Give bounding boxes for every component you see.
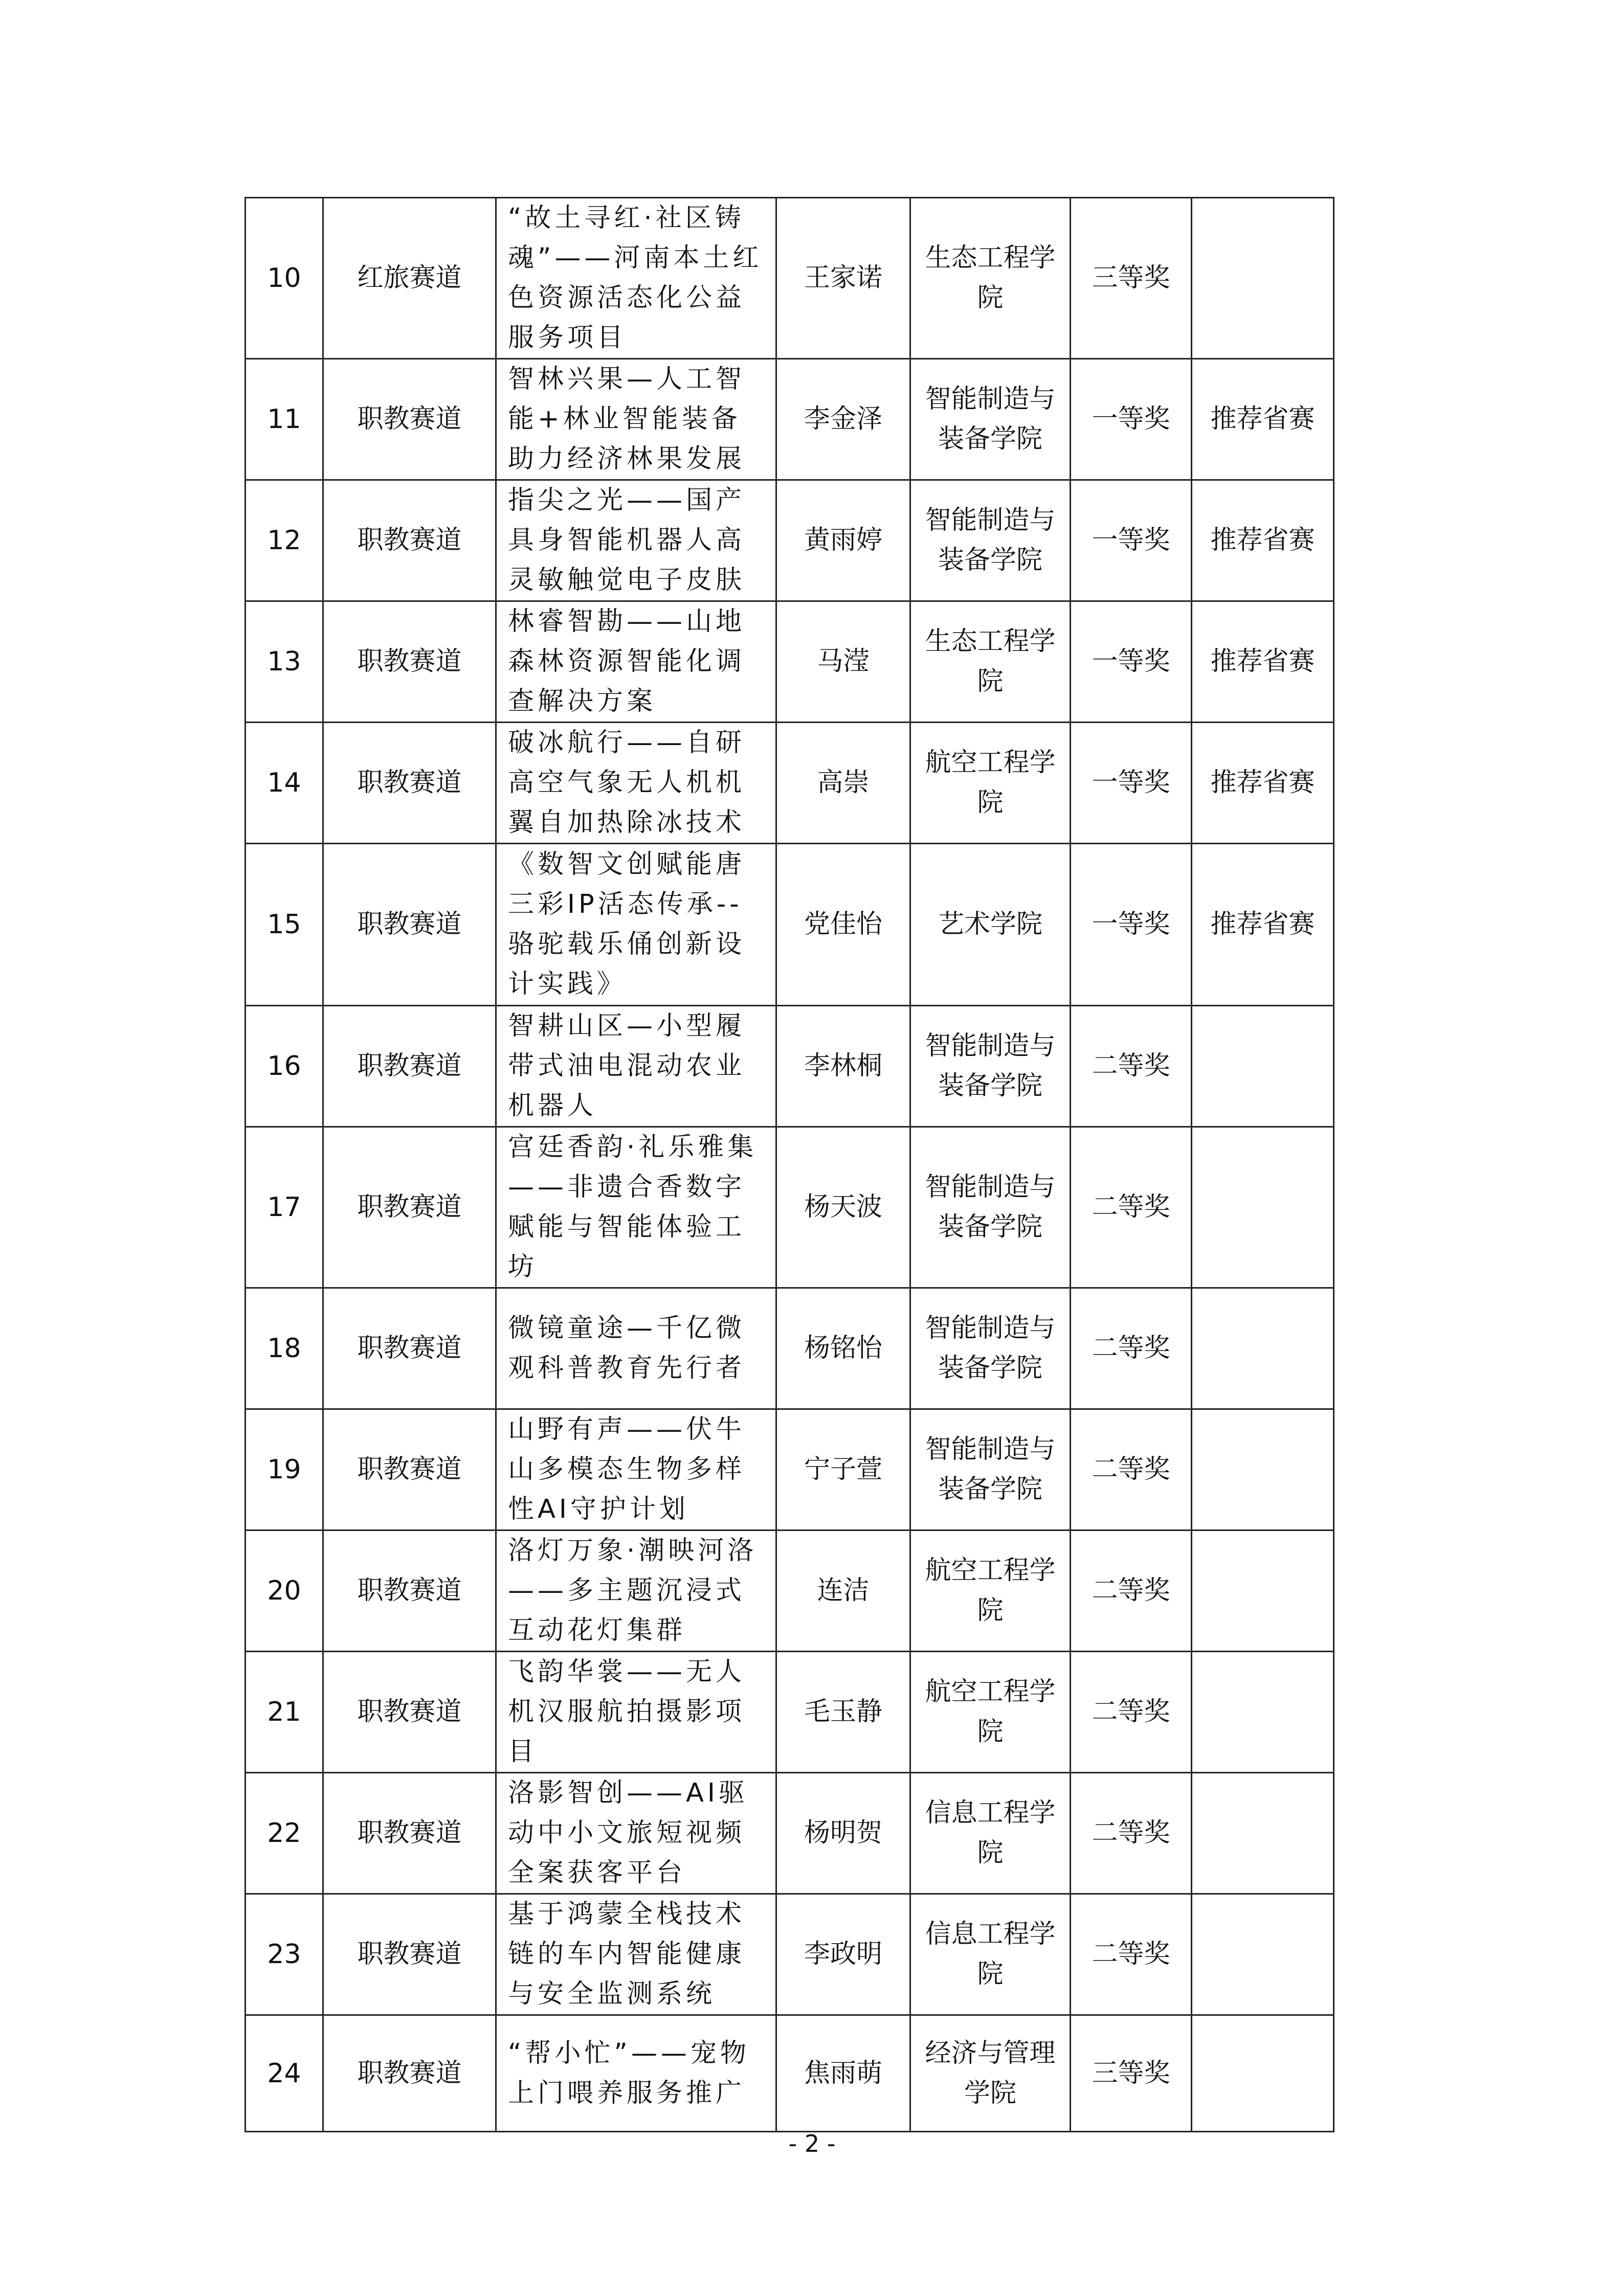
track-cell: 职教赛道 bbox=[323, 723, 496, 844]
note-cell: 推荐省赛 bbox=[1192, 601, 1334, 723]
leader-cell: 杨天波 bbox=[776, 1127, 910, 1288]
table-row bbox=[246, 601, 1334, 723]
college-cell: 智能制造与装备学院 bbox=[910, 1288, 1071, 1409]
award-cell: 三等奖 bbox=[1071, 198, 1192, 359]
award-cell: 一等奖 bbox=[1071, 723, 1192, 844]
project-name-cell: 微镜童途—千亿微观科普教育先行者 bbox=[496, 1288, 776, 1409]
table-row bbox=[246, 1409, 1334, 1530]
track-cell: 职教赛道 bbox=[323, 1652, 496, 1773]
row-number: 21 bbox=[246, 1652, 323, 1773]
award-cell: 二等奖 bbox=[1071, 1409, 1192, 1530]
row-number: 15 bbox=[246, 844, 323, 1006]
track-cell: 职教赛道 bbox=[323, 1288, 496, 1409]
award-cell: 一等奖 bbox=[1071, 601, 1192, 723]
track-cell: 职教赛道 bbox=[323, 1127, 496, 1288]
table-row bbox=[246, 723, 1334, 844]
college-cell: 智能制造与装备学院 bbox=[910, 359, 1071, 480]
table-row bbox=[246, 480, 1334, 601]
row-number: 24 bbox=[246, 2015, 323, 2132]
track-cell: 职教赛道 bbox=[323, 1006, 496, 1127]
award-cell: 二等奖 bbox=[1071, 1773, 1192, 1894]
award-cell: 二等奖 bbox=[1071, 1894, 1192, 2015]
college-cell: 经济与管理学院 bbox=[910, 2015, 1071, 2132]
award-cell: 二等奖 bbox=[1071, 1652, 1192, 1773]
note-cell bbox=[1192, 198, 1334, 359]
award-cell: 二等奖 bbox=[1071, 1006, 1192, 1127]
college-cell: 信息工程学院 bbox=[910, 1773, 1071, 1894]
track-cell: 职教赛道 bbox=[323, 1409, 496, 1530]
project-name-cell: 山野有声——伏牛山多模态生物多样性AI守护计划 bbox=[496, 1409, 776, 1530]
leader-cell: 黄雨婷 bbox=[776, 480, 910, 601]
project-name-cell: 指尖之光——国产具身智能机器人高灵敏触觉电子皮肤 bbox=[496, 480, 776, 601]
project-name-cell: 林睿智勘——山地森林资源智能化调查解决方案 bbox=[496, 601, 776, 723]
leader-cell: 马滢 bbox=[776, 601, 910, 723]
track-cell: 职教赛道 bbox=[323, 844, 496, 1006]
award-cell: 一等奖 bbox=[1071, 480, 1192, 601]
note-cell bbox=[1192, 1773, 1334, 1894]
table-row bbox=[246, 1006, 1334, 1127]
note-cell bbox=[1192, 1409, 1334, 1530]
row-number: 23 bbox=[246, 1894, 323, 2015]
row-number: 19 bbox=[246, 1409, 323, 1530]
leader-cell: 宁子萱 bbox=[776, 1409, 910, 1530]
leader-cell: 焦雨萌 bbox=[776, 2015, 910, 2132]
award-cell: 二等奖 bbox=[1071, 1530, 1192, 1652]
leader-cell: 王家诺 bbox=[776, 198, 910, 359]
row-number: 17 bbox=[246, 1127, 323, 1288]
award-cell: 二等奖 bbox=[1071, 1288, 1192, 1409]
track-cell: 职教赛道 bbox=[323, 359, 496, 480]
note-cell bbox=[1192, 1006, 1334, 1127]
project-name-cell: 洛灯万象·潮映河洛——多主题沉浸式互动花灯集群 bbox=[496, 1530, 776, 1652]
project-name-cell: “帮小忙”——宠物上门喂养服务推广 bbox=[496, 2015, 776, 2132]
college-cell: 智能制造与装备学院 bbox=[910, 1006, 1071, 1127]
leader-cell: 高崇 bbox=[776, 723, 910, 844]
row-number: 11 bbox=[246, 359, 323, 480]
project-name-cell: 《数智文创赋能唐三彩IP活态传承--骆驼载乐俑创新设计实践》 bbox=[496, 844, 776, 1006]
table-row bbox=[246, 844, 1334, 1006]
college-cell: 智能制造与装备学院 bbox=[910, 1127, 1071, 1288]
row-number: 18 bbox=[246, 1288, 323, 1409]
row-number: 14 bbox=[246, 723, 323, 844]
track-cell: 职教赛道 bbox=[323, 2015, 496, 2132]
college-cell: 生态工程学院 bbox=[910, 601, 1071, 723]
row-number: 16 bbox=[246, 1006, 323, 1127]
college-cell: 航空工程学院 bbox=[910, 1530, 1071, 1652]
row-number: 13 bbox=[246, 601, 323, 723]
college-cell: 智能制造与装备学院 bbox=[910, 480, 1071, 601]
award-cell: 一等奖 bbox=[1071, 359, 1192, 480]
project-name-cell: 智林兴果—人工智能+林业智能装备助力经济林果发展 bbox=[496, 359, 776, 480]
project-name-cell: 基于鸿蒙全栈技术链的车内智能健康与安全监测系统 bbox=[496, 1894, 776, 2015]
note-cell: 推荐省赛 bbox=[1192, 723, 1334, 844]
leader-cell: 李林桐 bbox=[776, 1006, 910, 1127]
college-cell: 艺术学院 bbox=[910, 844, 1071, 1006]
college-cell: 生态工程学院 bbox=[910, 198, 1071, 359]
row-number: 20 bbox=[246, 1530, 323, 1652]
leader-cell: 李金泽 bbox=[776, 359, 910, 480]
note-cell bbox=[1192, 1652, 1334, 1773]
table-row bbox=[246, 2015, 1334, 2132]
note-cell: 推荐省赛 bbox=[1192, 480, 1334, 601]
track-cell: 职教赛道 bbox=[323, 480, 496, 601]
college-cell: 信息工程学院 bbox=[910, 1894, 1071, 2015]
table-row bbox=[246, 1288, 1334, 1409]
table-row bbox=[246, 1530, 1334, 1652]
track-cell: 职教赛道 bbox=[323, 1894, 496, 2015]
college-cell: 智能制造与装备学院 bbox=[910, 1409, 1071, 1530]
note-cell bbox=[1192, 2015, 1334, 2132]
track-cell: 职教赛道 bbox=[323, 1773, 496, 1894]
project-name-cell: 破冰航行——自研高空气象无人机机翼自加热除冰技术 bbox=[496, 723, 776, 844]
award-cell: 三等奖 bbox=[1071, 2015, 1192, 2132]
note-cell bbox=[1192, 1127, 1334, 1288]
leader-cell: 毛玉静 bbox=[776, 1652, 910, 1773]
project-name-cell: 智耕山区—小型履带式油电混动农业机器人 bbox=[496, 1006, 776, 1127]
row-number: 10 bbox=[246, 198, 323, 359]
note-cell bbox=[1192, 1894, 1334, 2015]
leader-cell: 李政明 bbox=[776, 1894, 910, 2015]
project-name-cell: 宫廷香韵·礼乐雅集——非遗合香数字赋能与智能体验工坊 bbox=[496, 1127, 776, 1288]
note-cell bbox=[1192, 1530, 1334, 1652]
award-cell: 一等奖 bbox=[1071, 844, 1192, 1006]
track-cell: 红旅赛道 bbox=[323, 198, 496, 359]
note-cell: 推荐省赛 bbox=[1192, 359, 1334, 480]
project-name-cell: 洛影智创——AI驱动中小文旅短视频全案获客平台 bbox=[496, 1773, 776, 1894]
row-number: 22 bbox=[246, 1773, 323, 1894]
track-cell: 职教赛道 bbox=[323, 601, 496, 723]
track-cell: 职教赛道 bbox=[323, 1530, 496, 1652]
table-row bbox=[246, 1894, 1334, 2015]
note-cell bbox=[1192, 1288, 1334, 1409]
row-number: 12 bbox=[246, 480, 323, 601]
leader-cell: 连洁 bbox=[776, 1530, 910, 1652]
leader-cell: 党佳怡 bbox=[776, 844, 910, 1006]
leader-cell: 杨铭怡 bbox=[776, 1288, 910, 1409]
page-number: - 2 - bbox=[788, 2130, 836, 2157]
table-row bbox=[246, 359, 1334, 480]
award-cell: 二等奖 bbox=[1071, 1127, 1192, 1288]
leader-cell: 杨明贺 bbox=[776, 1773, 910, 1894]
table-row bbox=[246, 198, 1334, 359]
award-table bbox=[244, 197, 1334, 2132]
table-row bbox=[246, 1652, 1334, 1773]
project-name-cell: 飞韵华裳——无人机汉服航拍摄影项目 bbox=[496, 1652, 776, 1773]
table-row bbox=[246, 1127, 1334, 1288]
project-name-cell: “故土寻红·社区铸魂”——河南本土红色资源活态化公益服务项目 bbox=[496, 198, 776, 359]
college-cell: 航空工程学院 bbox=[910, 723, 1071, 844]
table-row bbox=[246, 1773, 1334, 1894]
note-cell: 推荐省赛 bbox=[1192, 844, 1334, 1006]
college-cell: 航空工程学院 bbox=[910, 1652, 1071, 1773]
